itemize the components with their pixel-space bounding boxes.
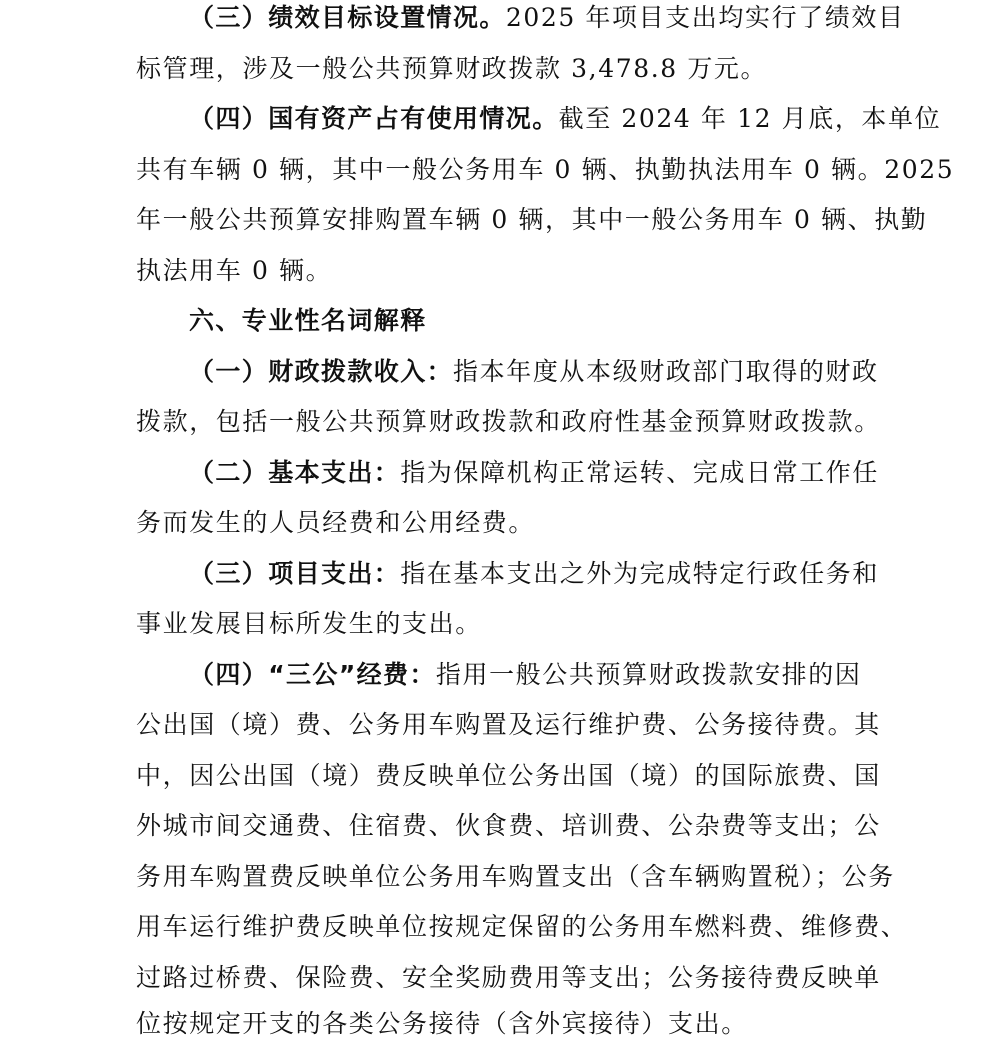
- paragraph-performance-goals-line-2: 标管理，涉及一般公共预算财政拨款 3,478.8 万元。: [136, 54, 768, 83]
- term-three-public-expenses-line-6: 用车运行维护费反映单位按规定保留的公务用车燃料费、维修费、: [136, 912, 908, 941]
- section-title: 六、专业性名词解释: [189, 306, 427, 335]
- term-heading: （二）基本支出：: [189, 458, 401, 487]
- term-text: 指在基本支出之外为完成特定行政任务和: [400, 559, 880, 588]
- term-three-public-expenses-line-5: 务用车购置费反映单位公务用车购置支出（含车辆购置税）；公务: [136, 862, 895, 891]
- paragraph-state-assets-line-2: 共有车辆 0 辆，其中一般公务用车 0 辆、执勤执法用车 0 辆。2025: [136, 155, 955, 184]
- paragraph-state-assets-line-1: [189, 102, 941, 136]
- paragraph-state-assets-line-4: 执法用车 0 辆。: [136, 256, 333, 285]
- term-heading: （四）“三公”经费：: [189, 660, 436, 689]
- term-three-public-expenses-line-2: 公出国（境）费、公务用车购置及运行维护费、公务接待费。其: [136, 710, 881, 739]
- term-three-public-expenses-line-8: 位按规定开支的各类公务接待（含外宾接待）支出。: [136, 1009, 748, 1038]
- term-project-expenditure-line-1: [189, 557, 879, 591]
- term-fiscal-appropriation-line-2: 拨款，包括一般公共预算财政拨款和政府性基金预算财政拨款。: [136, 407, 881, 436]
- term-heading: （三）项目支出：: [189, 559, 401, 588]
- term-fiscal-appropriation-line-1: [189, 355, 879, 389]
- term-three-public-expenses-line-3: 中，因公出国（境）费反映单位公务出国（境）的国际旅费、国: [136, 761, 881, 790]
- paragraph-heading: （四）国有资产占有使用情况。: [189, 104, 559, 133]
- term-text: 指本年度从本级财政部门取得的财政: [453, 357, 879, 386]
- term-text: 指为保障机构正常运转、完成日常工作任: [400, 458, 880, 487]
- term-three-public-expenses-line-1: [189, 658, 861, 692]
- term-heading: （一）财政拨款收入：: [189, 357, 454, 386]
- paragraph-performance-goals-line-1: [189, 1, 905, 35]
- paragraph-text: 2025 年项目支出均实行了绩效目: [505, 3, 905, 32]
- term-basic-expenditure-line-1: [189, 456, 879, 490]
- paragraph-text: 截至 2024 年 12 月底，本单位: [558, 104, 942, 133]
- term-three-public-expenses-line-7: 过路过桥费、保险费、安全奖励费用等支出；公务接待费反映单: [136, 963, 881, 992]
- paragraph-state-assets-line-3: 年一般公共预算安排购置车辆 0 辆，其中一般公务用车 0 辆、执勤: [136, 205, 928, 234]
- paragraph-heading: （三）绩效目标设置情况。: [189, 3, 506, 32]
- term-three-public-expenses-line-4: 外城市间交通费、住宿费、伙食费、培训费、公杂费等支出；公: [136, 811, 881, 840]
- term-basic-expenditure-line-2: 务而发生的人员经费和公用经费。: [136, 508, 536, 537]
- term-text: 指用一般公共预算财政拨款安排的因: [435, 660, 862, 689]
- term-project-expenditure-line-2: 事业发展目标所发生的支出。: [136, 609, 482, 638]
